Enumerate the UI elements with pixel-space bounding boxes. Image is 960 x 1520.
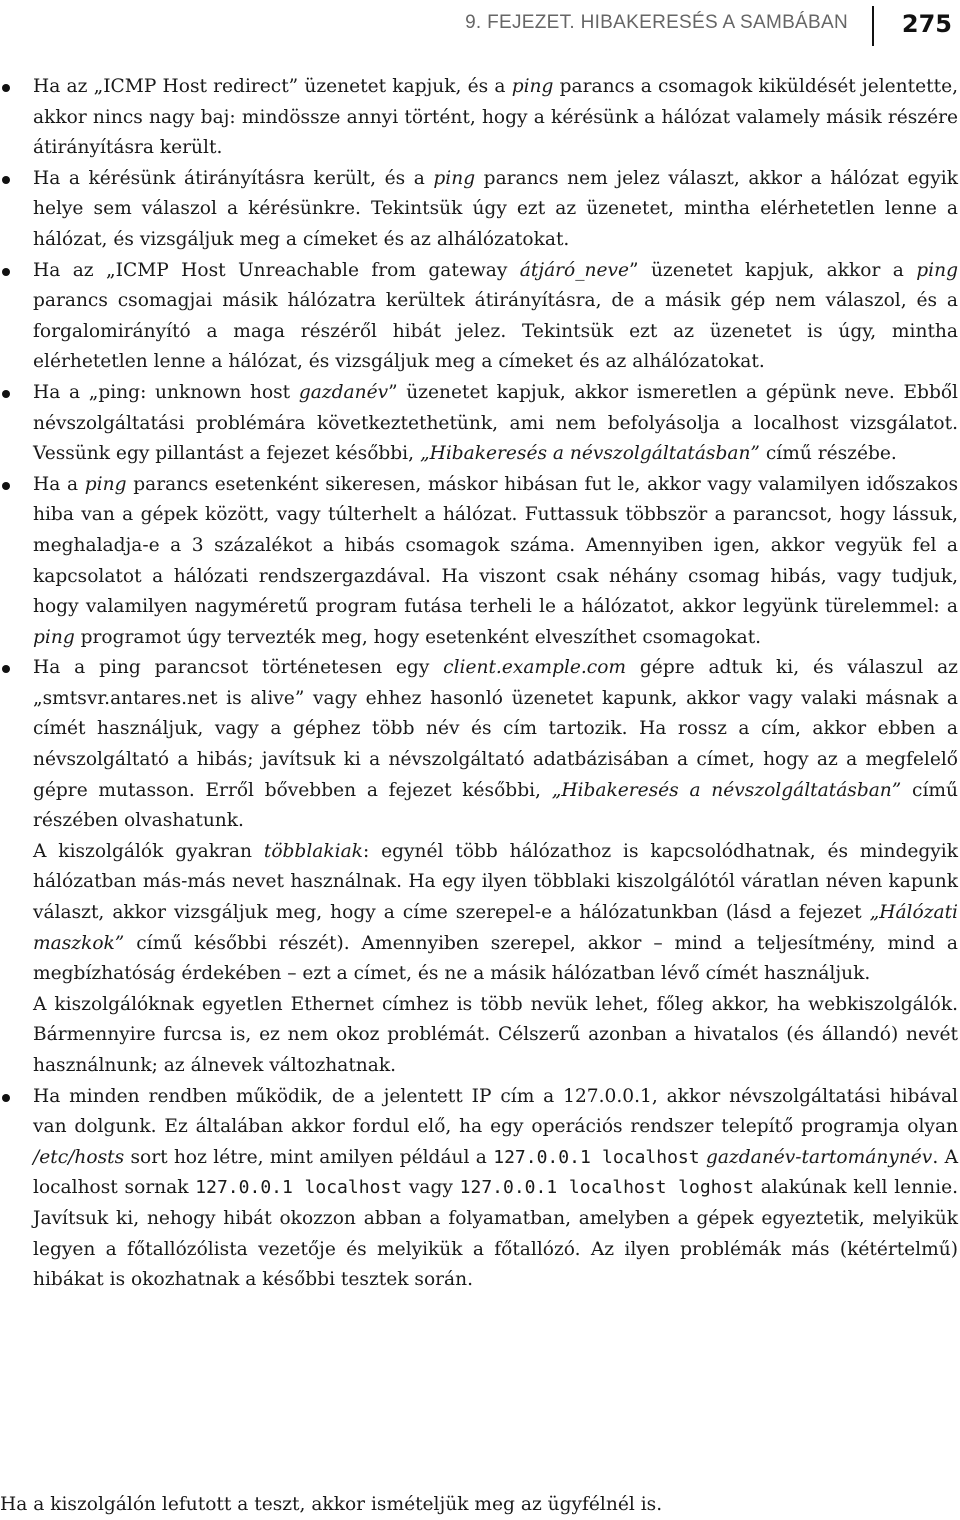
bullet-icon — [2, 665, 10, 673]
page-number: 275 — [901, 10, 952, 38]
paragraph: A kiszolgálóknak egyetlen Ethernet címhez is több nevük lehet, főleg akkor, ha webkiszolgálók. Bármennyire furcsa is, ez nem okoz problémát. Célszerű azonban a hivatalos (és állandó) nevét használnunk; az álnevek változhatnak. — [33, 993, 958, 1076]
bullet-list — [0, 72, 958, 1296]
chapter-title: 9. FEJEZET. HIBAKERESÉS A SAMBÁBAN — [465, 12, 848, 33]
list-item — [0, 1082, 958, 1296]
list-item — [0, 164, 958, 256]
paragraph: Ha a „ping: unknown host gazdanév” üzenetet kapjuk, akkor ismeretlen a gépünk neve. Ebből névszolgáltatási problémára következtethetünk, ami nem befolyásolja a localhost vizsgálatot. Vessünk egy pillantást a fejezet későbbi, „Hibakeresés a névszolgáltatásban” című részébe. — [33, 381, 958, 465]
paragraph: Ha az „ICMP Host redirect” üzenetet kapjuk, és a ping parancs a csomagok kiküldését jelentette, akkor nincs nagy baj: mindössze annyi történt, hogy a kérésünk a hálózat valamely másik részére átirányításra került. — [33, 76, 958, 159]
list-item — [0, 256, 958, 378]
bullet-icon — [2, 84, 10, 92]
paragraph: Ha a ping parancs esetenként sikeresen, máskor hibásan fut le, akkor vagy valamilyen időszakos hiba van a gépek között, vagy túlterhelt a hálózat. Futtassuk többször a parancsot, hogy lássuk, meghaladja-e a 3 százalékot a hibás csomagok száma. Amennyiben igen, akkor vegyük fel a kapcsolatot a hálózati rendszergazdával. Ha viszont csak néhány csomag hibás, vagy tudjuk, hogy valamilyen nagyméretű program futása terheli le a hálózatot, akkor legyünk türelemmel: a ping programot úgy tervezték meg, hogy esetenként elveszíthet csomagokat. — [33, 473, 958, 648]
header-divider — [872, 6, 874, 46]
bullet-icon — [2, 268, 10, 276]
paragraph: A kiszolgálók gyakran többlakiak: egynél több hálózathoz is kapcsolódhatnak, és mindegyik hálózatban más-más nevet használnak. Ha egy ilyen többlaki kiszolgálótól váratlan néven kapunk választ, akkor vizsgáljuk meg, hogy a címe szerepel-e a hálózatunkban (lásd a fejezet „Hálózati maszkok” című későbbi részét). Amennyiben szerepel, akkor – mind a teljesítmény, mind a megbízhatóság érdekében – ezt a címet, és ne a másik hálózatban lévő címét használjuk. — [33, 840, 958, 985]
paragraph: Ha a kérésünk átirányításra került, és a ping parancs nem jelez választ, akkor a hálózat egyik helye sem válaszol a kérésünkre. Tekintsük úgy ezt az üzenetet, mintha elérhetetlen lenne a hálózat, és vizsgáljuk meg a címeket és az alhálózatokat. — [33, 167, 958, 250]
bullet-icon — [2, 482, 10, 490]
bullet-icon — [2, 1094, 10, 1102]
list-item — [0, 378, 958, 470]
body-text — [0, 72, 958, 1296]
running-header — [0, 4, 960, 44]
paragraph: Ha a ping parancsot történetesen egy client.example.com gépre adtuk ki, és válaszul az „smtsvr.antares.net is alive” vagy ehhez hasonló üzenetet kapunk, akkor vagy valaki másnak a címét használjuk, vagy a géphez több név és cím tartozik. Ha rossz a cím, akkor ebben a névszolgáltató a hibás; javítsuk ki a névszolgáltató adatbázisában a címet, hogy az a megfelelő gépre mutasson. Erről bővebben a fejezet későbbi, „Hibakeresés a névszolgáltatásban” című részében olvashatunk. — [33, 657, 958, 832]
list-item — [0, 470, 958, 654]
paragraph: Ha minden rendben működik, de a jelentett IP cím a 127.0.0.1, akkor névszolgáltatási hibával van dolgunk. Ez általában akkor fordul elő, ha egy operációs rendszer telepítő programja olyan /etc/hosts sort hoz létre, mint amilyen például a 127.0.0.1 localhost gazdanév-tartománynév. A localhost sornak 127.0.0.1 localhost vagy 127.0.0.1 localhost loghost alakúnak kell lennie. Javítsuk ki, nehogy hibát okozzon abban a folyamatban, amelyben a gépek egyeztetik, melyikük legyen a főtallózólista vezetője és melyikük a főtallózó. Az ilyen problémák más (kétértelmű) hibákat is okozhatnak a későbbi tesztek során. — [33, 1085, 959, 1291]
closing-paragraph: Ha a kiszolgálón lefutott a teszt, akkor ismételjük meg az ügyfélnél is. — [0, 1493, 663, 1515]
list-item — [0, 653, 958, 1081]
paragraph: Ha az „ICMP Host Unreachable from gateway átjáró_neve” üzenetet kapjuk, akkor a ping parancs csomagjai másik hálózatra kerültek átirányításra, de a másik gép nem válaszol, és a forgalomirányító a maga részéről hibát jelez. Tekintsük ezt az üzenetet is úgy, mintha elérhetetlen lenne a hálózat, és vizsgáljuk meg a címeket és az alhálózatokat. — [33, 259, 958, 373]
bullet-icon — [2, 390, 10, 398]
list-item — [0, 72, 958, 164]
bullet-icon — [2, 176, 10, 184]
